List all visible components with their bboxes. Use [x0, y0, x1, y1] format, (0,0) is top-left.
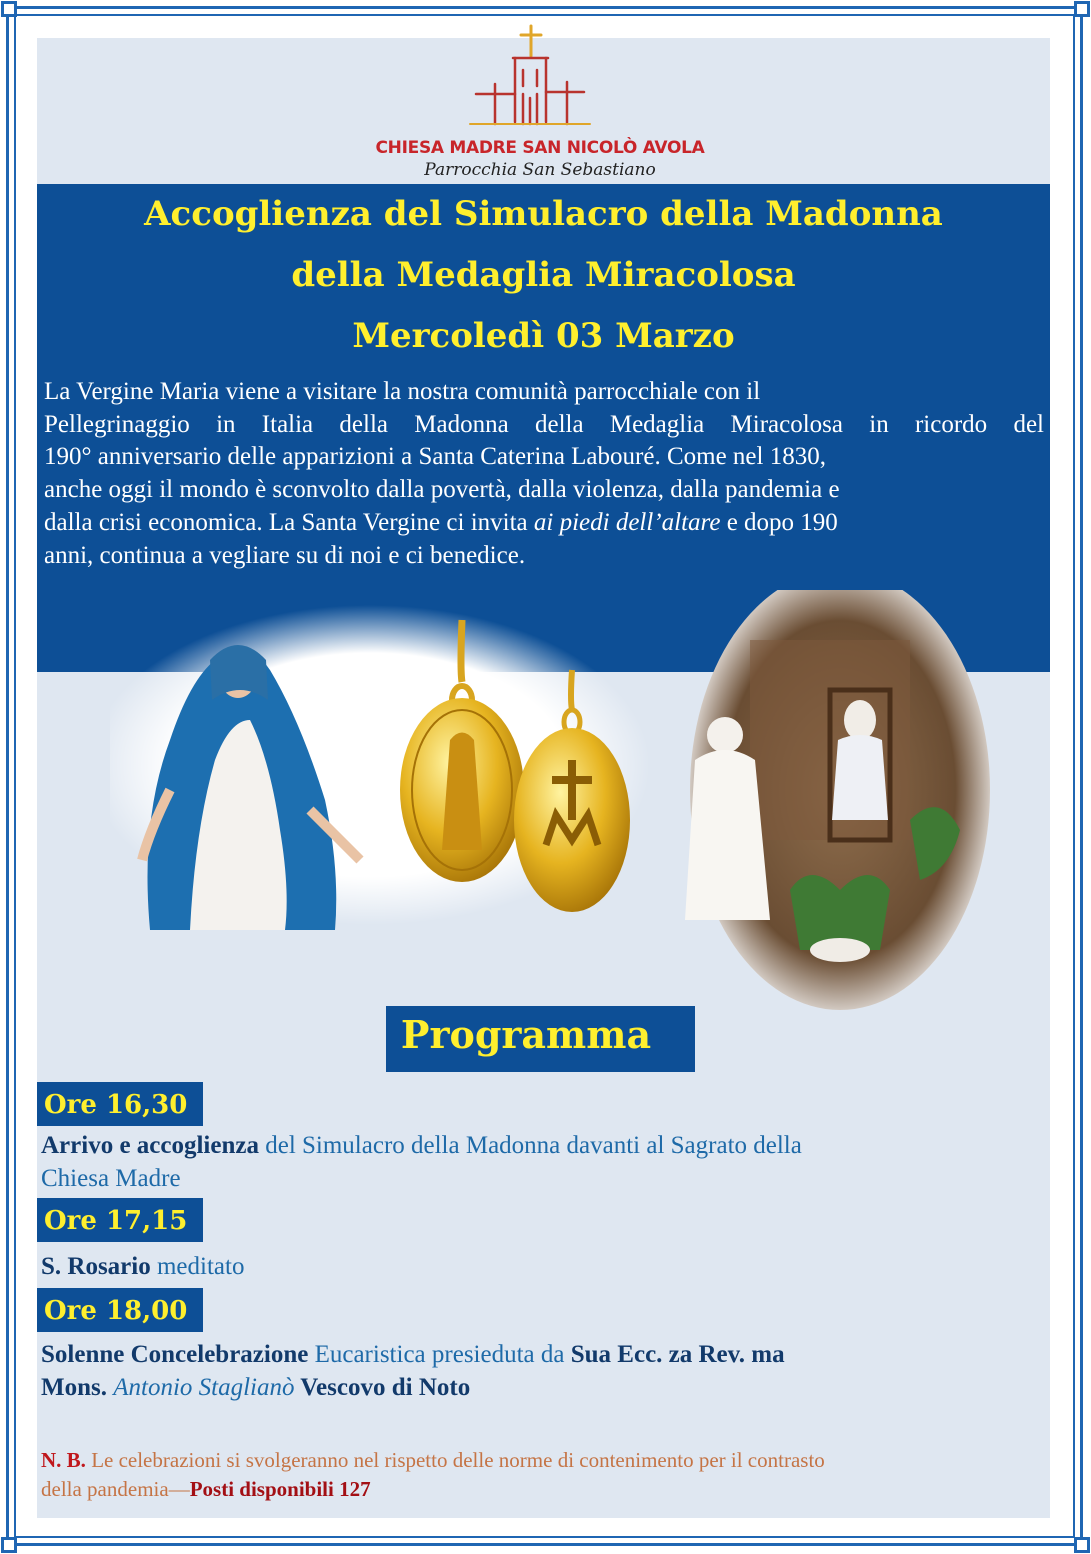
photo-collage: [110, 590, 990, 1010]
intro-line: [44, 507, 1044, 540]
available-seats: Posti disponibili 127: [189, 1477, 371, 1501]
note-label: N. B.: [41, 1448, 86, 1472]
time-label: Ore 17,15: [44, 1206, 188, 1236]
program-item-text: meditato: [150, 1253, 245, 1280]
intro-line: Pellegrinaggio in Italia della Madonna della Medaglia Miracolosa in ricordo del: [44, 410, 1044, 438]
intro-text: dalla crisi economica. La Santa Vergine ci invita: [44, 508, 534, 536]
event-date: Mercoledì 03 Marzo: [352, 316, 735, 356]
program-item-title: Arrivo e accoglienza: [41, 1132, 259, 1159]
time-label: Ore 16,30: [44, 1090, 188, 1120]
intro-text: e dopo 190: [720, 508, 838, 536]
frame-corner: [1, 1, 17, 17]
intro-line: La Vergine Maria viene a visitare la nostra comunità parrocchiale con il: [44, 378, 761, 405]
frame-corner: [1074, 1537, 1090, 1553]
intro-paragraph: [44, 376, 1044, 572]
pope-prayer-photo: [685, 590, 990, 1010]
intro-emphasis: ai piedi dell’altare: [533, 508, 721, 536]
program-item-title: Vescovo di Noto: [294, 1374, 471, 1401]
intro-line: anni, continua a vegliare su di noi e ci benedice.: [44, 541, 526, 569]
logo-subtitle: Parrocchia San Sebastiano: [424, 160, 656, 180]
frame-corner: [1, 1537, 17, 1553]
note-text: Le celebrazioni si svolgeranno nel rispetto delle norme di contenimento per il contrasto: [85, 1448, 825, 1472]
program-item-text: Eucaristica presieduta da: [308, 1341, 571, 1368]
intro-line: anche oggi il mondo è sconvolto dalla povertà, dalla violenza, dalla pandemia e: [44, 476, 840, 504]
program-item-title: S. Rosario: [41, 1253, 151, 1280]
program-item-title: Mons.: [41, 1374, 114, 1401]
note-text: della pandemia—: [41, 1477, 190, 1501]
event-title-line1: Accoglienza del Simulacro della Madonna: [144, 194, 943, 234]
program-item: [41, 1250, 1001, 1283]
program-item-text: del Simulacro della Madonna davanti al Sagrato della: [258, 1132, 802, 1159]
frame-corner: [1074, 1, 1090, 17]
church-crosses-icon: [370, 24, 710, 136]
footnote: [41, 1446, 1041, 1504]
bishop-name: Antonio Staglianò: [113, 1374, 295, 1401]
program-item: [41, 1338, 1001, 1404]
program-item-text: Chiesa Madre: [41, 1165, 181, 1192]
program-item-title: Sua Ecc. za Rev. ma: [570, 1341, 785, 1368]
program-item-title: Solenne Concelebrazione: [41, 1341, 309, 1368]
church-logo: [370, 24, 710, 184]
program-item: [41, 1129, 1001, 1195]
program-heading: Programma: [400, 1012, 652, 1057]
time-label: Ore 18,00: [44, 1296, 188, 1326]
event-title-line2: della Medaglia Miracolosa: [291, 255, 796, 295]
intro-line: 190° anniversario delle apparizioni a Santa Caterina Labouré. Come nel 1830,: [44, 443, 826, 471]
logo-title: CHIESA MADRE SAN NICOLÒ AVOLA: [375, 138, 705, 158]
